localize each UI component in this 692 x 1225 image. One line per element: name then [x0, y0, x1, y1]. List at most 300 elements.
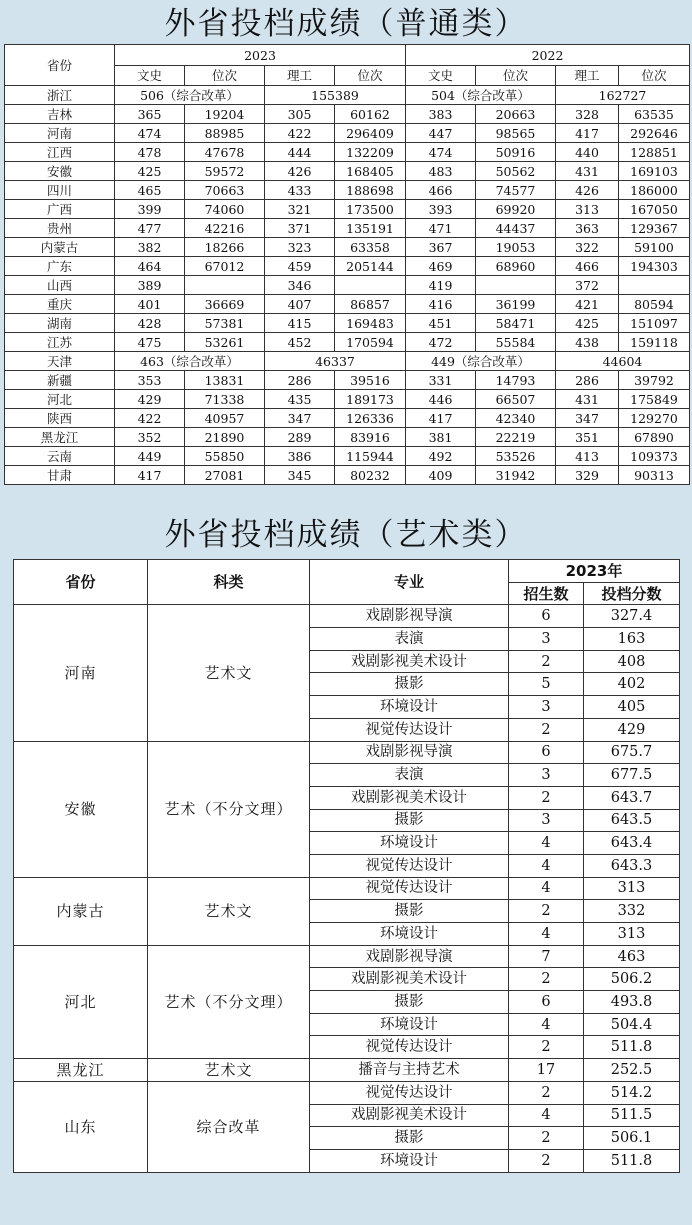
province-cell: 黑龙江 [14, 1059, 148, 1082]
rank-cell: 40957 [185, 409, 265, 428]
rank-cell: 186000 [619, 181, 690, 200]
score-cell: 313 [556, 200, 619, 219]
score-cell: 417 [406, 409, 476, 428]
score-cell: 431 [556, 390, 619, 409]
major-cell: 摄影 [310, 673, 509, 696]
score-cell: 416 [406, 295, 476, 314]
score-cell: 463 [584, 945, 680, 968]
major-cell: 视觉传达设计 [310, 1081, 509, 1104]
year-header: 2023年 [509, 560, 680, 583]
table-row [5, 200, 690, 219]
score-cell: 643.3 [584, 854, 680, 877]
count-cell: 2 [509, 1036, 584, 1059]
count-cell: 4 [509, 877, 584, 900]
score-cell: 289 [265, 428, 335, 447]
count-cell: 2 [509, 968, 584, 991]
score-cell: 426 [556, 181, 619, 200]
score-cell: 321 [265, 200, 335, 219]
rank-cell: 39792 [619, 371, 690, 390]
major-cell: 播音与主持艺术 [310, 1059, 509, 1082]
art-table-title: 外省投档成绩（艺术类） [164, 517, 528, 553]
score-cell: 352 [115, 428, 185, 447]
score-cell: 353 [115, 371, 185, 390]
score-cell: 332 [584, 900, 680, 923]
count-cell: 4 [509, 1104, 584, 1127]
score-cell: 449（综合改革） [406, 352, 556, 371]
score-cell: 506（综合改革） [115, 86, 265, 105]
province-cell: 广西 [5, 200, 115, 219]
rank-cell: 109373 [619, 447, 690, 466]
table-row [5, 143, 690, 162]
table-row [14, 605, 680, 628]
province-cell: 天津 [5, 352, 115, 371]
score-cell: 493.8 [584, 991, 680, 1014]
score-cell: 447 [406, 124, 476, 143]
province-cell: 内蒙古 [5, 238, 115, 257]
category-cell: 艺术文 [148, 877, 310, 945]
rank-cell: 132209 [335, 143, 406, 162]
rank-cell: 31942 [476, 466, 556, 485]
table-row [5, 352, 690, 371]
province-cell: 浙江 [5, 86, 115, 105]
rank-cell: 60162 [335, 105, 406, 124]
rank-cell: 74577 [476, 181, 556, 200]
count-cell: 7 [509, 945, 584, 968]
score-cell: 347 [556, 409, 619, 428]
rank-cell: 126336 [335, 409, 406, 428]
score-cell: 421 [556, 295, 619, 314]
rank-cell: 74060 [185, 200, 265, 219]
rank-cell: 129270 [619, 409, 690, 428]
score-cell: 413 [556, 447, 619, 466]
rank-cell: 67890 [619, 428, 690, 447]
rank-cell: 57381 [185, 314, 265, 333]
score-cell: 452 [265, 333, 335, 352]
score-cell: 477 [115, 219, 185, 238]
score-cell: 372 [556, 276, 619, 295]
rank-cell: 18266 [185, 238, 265, 257]
score-cell: 429 [584, 718, 680, 741]
rank-cell: 53526 [476, 447, 556, 466]
table-row [5, 86, 690, 105]
province-cell: 安徽 [5, 162, 115, 181]
rank-cell: 39516 [335, 371, 406, 390]
score-cell: 408 [584, 650, 680, 673]
category-cell: 艺术文 [148, 605, 310, 741]
score-cell: 438 [556, 333, 619, 352]
rank-cell: 80232 [335, 466, 406, 485]
rank-cell: 20663 [476, 105, 556, 124]
score-cell: 323 [265, 238, 335, 257]
category-cell: 艺术（不分文理） [148, 741, 310, 877]
col-header: 位次 [476, 66, 556, 86]
score-cell: 466 [556, 257, 619, 276]
score-cell: 504（综合改革） [406, 86, 556, 105]
rank-cell: 167050 [619, 200, 690, 219]
year-2022-header: 2022 [406, 45, 690, 66]
score-cell: 425 [556, 314, 619, 333]
major-cell: 视觉传达设计 [310, 718, 509, 741]
table-row [5, 124, 690, 143]
score-cell: 402 [584, 673, 680, 696]
rank-cell: 135191 [335, 219, 406, 238]
score-cell: 313 [584, 877, 680, 900]
score-cell: 286 [265, 371, 335, 390]
count-cell: 6 [509, 741, 584, 764]
table-row [5, 105, 690, 124]
score-cell: 386 [265, 447, 335, 466]
score-cell: 383 [406, 105, 476, 124]
major-cell: 摄影 [310, 1127, 509, 1150]
major-cell: 环境设计 [310, 923, 509, 946]
table-row [5, 257, 690, 276]
score-cell: 252.5 [584, 1059, 680, 1082]
art-admission-table [13, 559, 680, 1173]
score-cell: 472 [406, 333, 476, 352]
score-cell: 471 [406, 219, 476, 238]
major-cell: 环境设计 [310, 696, 509, 719]
table-row [5, 466, 690, 485]
score-cell: 422 [115, 409, 185, 428]
table-row [5, 162, 690, 181]
rank-cell: 168405 [335, 162, 406, 181]
category-cell: 艺术文 [148, 1059, 310, 1082]
score-cell: 389 [115, 276, 185, 295]
score-cell: 328 [556, 105, 619, 124]
score-cell: 371 [265, 219, 335, 238]
score-cell: 286 [556, 371, 619, 390]
col-header: 位次 [619, 66, 690, 86]
score-cell: 451 [406, 314, 476, 333]
score-cell: 464 [115, 257, 185, 276]
score-cell: 415 [265, 314, 335, 333]
count-cell: 17 [509, 1059, 584, 1082]
table-row [5, 409, 690, 428]
score-cell: 431 [556, 162, 619, 181]
rank-cell: 170594 [335, 333, 406, 352]
table-row [5, 181, 690, 200]
score-cell: 365 [115, 105, 185, 124]
general-admission-table [4, 44, 690, 485]
rank-cell: 27081 [185, 466, 265, 485]
score-cell: 426 [265, 162, 335, 181]
province-cell: 湖南 [5, 314, 115, 333]
rank-cell: 83916 [335, 428, 406, 447]
score-cell: 329 [556, 466, 619, 485]
score-cell: 463（综合改革） [115, 352, 265, 371]
score-cell: 643.7 [584, 786, 680, 809]
rank-cell [185, 276, 265, 295]
score-cell: 417 [115, 466, 185, 485]
count-cell: 3 [509, 809, 584, 832]
rank-cell: 159118 [619, 333, 690, 352]
rank-cell: 162727 [556, 86, 690, 105]
year-2023-header: 2023 [115, 45, 406, 66]
count-cell: 3 [509, 628, 584, 651]
table-row [5, 447, 690, 466]
rank-cell: 194303 [619, 257, 690, 276]
rank-cell [335, 276, 406, 295]
province-cell: 吉林 [5, 105, 115, 124]
rank-cell: 151097 [619, 314, 690, 333]
score-cell: 363 [556, 219, 619, 238]
table-row [5, 276, 690, 295]
score-cell: 435 [265, 390, 335, 409]
table-row [5, 314, 690, 333]
score-cell: 506.1 [584, 1127, 680, 1150]
rank-cell: 129367 [619, 219, 690, 238]
table-row [5, 238, 690, 257]
rank-cell: 36669 [185, 295, 265, 314]
count-cell: 6 [509, 605, 584, 628]
province-cell: 江苏 [5, 333, 115, 352]
rank-cell: 21890 [185, 428, 265, 447]
major-cell: 表演 [310, 764, 509, 787]
rank-cell: 44437 [476, 219, 556, 238]
rank-cell: 70663 [185, 181, 265, 200]
score-cell: 305 [265, 105, 335, 124]
general-table-title: 外省投档成绩（普通类） [164, 6, 528, 42]
score-cell: 475 [115, 333, 185, 352]
rank-cell: 14793 [476, 371, 556, 390]
score-cell: 675.7 [584, 741, 680, 764]
count-cell: 2 [509, 650, 584, 673]
province-cell: 贵州 [5, 219, 115, 238]
score-cell: 643.5 [584, 809, 680, 832]
rank-cell: 71338 [185, 390, 265, 409]
score-cell: 405 [584, 696, 680, 719]
rank-cell: 42216 [185, 219, 265, 238]
rank-cell: 98565 [476, 124, 556, 143]
major-cell: 戏剧影视导演 [310, 605, 509, 628]
rank-cell: 292646 [619, 124, 690, 143]
score-cell: 511.8 [584, 1149, 680, 1172]
major-cell: 戏剧影视导演 [310, 741, 509, 764]
count-cell: 5 [509, 673, 584, 696]
major-cell: 摄影 [310, 991, 509, 1014]
score-cell: 474 [115, 124, 185, 143]
score-cell: 677.5 [584, 764, 680, 787]
province-cell: 广东 [5, 257, 115, 276]
major-cell: 视觉传达设计 [310, 854, 509, 877]
score-cell: 511.5 [584, 1104, 680, 1127]
major-cell: 表演 [310, 628, 509, 651]
rank-cell: 59100 [619, 238, 690, 257]
table-row [5, 295, 690, 314]
score-cell: 444 [265, 143, 335, 162]
score-cell: 346 [265, 276, 335, 295]
count-cell: 3 [509, 764, 584, 787]
score-cell: 449 [115, 447, 185, 466]
major-cell: 戏剧影视美术设计 [310, 1104, 509, 1127]
rank-cell: 22219 [476, 428, 556, 447]
score-cell: 474 [406, 143, 476, 162]
col-header: 文史 [406, 66, 476, 86]
score-cell: 327.4 [584, 605, 680, 628]
score-cell: 407 [265, 295, 335, 314]
rank-cell: 63535 [619, 105, 690, 124]
table-row [5, 333, 690, 352]
count-header: 招生数 [509, 582, 584, 605]
score-cell: 433 [265, 181, 335, 200]
rank-cell: 90313 [619, 466, 690, 485]
score-cell: 351 [556, 428, 619, 447]
table-row [14, 741, 680, 764]
province-cell: 云南 [5, 447, 115, 466]
count-cell: 4 [509, 1013, 584, 1036]
rank-cell: 63358 [335, 238, 406, 257]
rank-cell: 189173 [335, 390, 406, 409]
major-cell: 戏剧影视美术设计 [310, 650, 509, 673]
count-cell: 3 [509, 696, 584, 719]
major-cell: 环境设计 [310, 1149, 509, 1172]
rank-cell: 115944 [335, 447, 406, 466]
count-cell: 2 [509, 900, 584, 923]
score-cell: 446 [406, 390, 476, 409]
province-cell: 河北 [5, 390, 115, 409]
score-cell: 428 [115, 314, 185, 333]
province-cell: 陕西 [5, 409, 115, 428]
score-cell: 345 [265, 466, 335, 485]
province-cell: 河南 [5, 124, 115, 143]
count-cell: 2 [509, 1081, 584, 1104]
score-cell: 409 [406, 466, 476, 485]
count-cell: 4 [509, 923, 584, 946]
table-row [14, 1059, 680, 1082]
score-cell: 313 [584, 923, 680, 946]
major-cell: 环境设计 [310, 832, 509, 855]
table-row [14, 877, 680, 900]
table-row [5, 219, 690, 238]
province-cell: 重庆 [5, 295, 115, 314]
major-cell: 视觉传达设计 [310, 877, 509, 900]
province-cell: 内蒙古 [14, 877, 148, 945]
score-cell: 429 [115, 390, 185, 409]
score-cell: 504.4 [584, 1013, 680, 1036]
rank-cell: 175849 [619, 390, 690, 409]
score-cell: 469 [406, 257, 476, 276]
count-cell: 2 [509, 786, 584, 809]
score-cell: 393 [406, 200, 476, 219]
rank-cell: 55850 [185, 447, 265, 466]
rank-cell: 42340 [476, 409, 556, 428]
score-cell: 417 [556, 124, 619, 143]
score-cell: 331 [406, 371, 476, 390]
score-cell: 492 [406, 447, 476, 466]
rank-cell: 169103 [619, 162, 690, 181]
score-cell: 514.2 [584, 1081, 680, 1104]
score-cell: 422 [265, 124, 335, 143]
score-cell: 381 [406, 428, 476, 447]
rank-cell: 50562 [476, 162, 556, 181]
province-cell: 河北 [14, 945, 148, 1058]
province-header: 省份 [14, 560, 148, 605]
rank-cell: 173500 [335, 200, 406, 219]
score-cell: 506.2 [584, 968, 680, 991]
rank-cell: 155389 [265, 86, 406, 105]
major-cell: 摄影 [310, 900, 509, 923]
rank-cell: 88985 [185, 124, 265, 143]
col-header: 理工 [265, 66, 335, 86]
rank-cell: 19204 [185, 105, 265, 124]
major-cell: 戏剧影视美术设计 [310, 968, 509, 991]
rank-cell: 55584 [476, 333, 556, 352]
rank-cell [619, 276, 690, 295]
category-cell: 综合改革 [148, 1081, 310, 1172]
rank-cell: 47678 [185, 143, 265, 162]
table-row [5, 428, 690, 447]
rank-cell [476, 276, 556, 295]
rank-cell: 46337 [265, 352, 406, 371]
rank-cell: 69920 [476, 200, 556, 219]
rank-cell: 13831 [185, 371, 265, 390]
count-cell: 6 [509, 991, 584, 1014]
score-cell: 483 [406, 162, 476, 181]
rank-cell: 205144 [335, 257, 406, 276]
province-cell: 甘肃 [5, 466, 115, 485]
score-cell: 466 [406, 181, 476, 200]
province-cell: 河南 [14, 605, 148, 741]
rank-cell: 296409 [335, 124, 406, 143]
province-cell: 四川 [5, 181, 115, 200]
table-row [5, 390, 690, 409]
score-cell: 367 [406, 238, 476, 257]
count-cell: 4 [509, 832, 584, 855]
score-cell: 382 [115, 238, 185, 257]
rank-cell: 68960 [476, 257, 556, 276]
category-cell: 艺术（不分文理） [148, 945, 310, 1058]
major-cell: 环境设计 [310, 1013, 509, 1036]
province-cell: 黑龙江 [5, 428, 115, 447]
col-header: 位次 [185, 66, 265, 86]
rank-cell: 128851 [619, 143, 690, 162]
count-cell: 2 [509, 1127, 584, 1150]
score-cell: 440 [556, 143, 619, 162]
major-cell: 戏剧影视导演 [310, 945, 509, 968]
score-header: 投档分数 [584, 582, 680, 605]
province-cell: 江西 [5, 143, 115, 162]
rank-cell: 59572 [185, 162, 265, 181]
rank-cell: 58471 [476, 314, 556, 333]
province-cell: 安徽 [14, 741, 148, 877]
rank-cell: 50916 [476, 143, 556, 162]
count-cell: 4 [509, 854, 584, 877]
major-header: 专业 [310, 560, 509, 605]
major-cell: 戏剧影视美术设计 [310, 786, 509, 809]
province-cell: 新疆 [5, 371, 115, 390]
score-cell: 399 [115, 200, 185, 219]
province-cell: 山西 [5, 276, 115, 295]
score-cell: 459 [265, 257, 335, 276]
rank-cell: 66507 [476, 390, 556, 409]
major-cell: 摄影 [310, 809, 509, 832]
province-cell: 山东 [14, 1081, 148, 1172]
table-row [14, 945, 680, 968]
score-cell: 425 [115, 162, 185, 181]
rank-cell: 80594 [619, 295, 690, 314]
count-cell: 2 [509, 1149, 584, 1172]
count-cell: 2 [509, 718, 584, 741]
score-cell: 643.4 [584, 832, 680, 855]
score-cell: 163 [584, 628, 680, 651]
rank-cell: 44604 [556, 352, 690, 371]
score-cell: 322 [556, 238, 619, 257]
rank-cell: 67012 [185, 257, 265, 276]
score-cell: 465 [115, 181, 185, 200]
province-header: 省份 [5, 45, 115, 86]
rank-cell: 188698 [335, 181, 406, 200]
table-row [14, 1081, 680, 1104]
